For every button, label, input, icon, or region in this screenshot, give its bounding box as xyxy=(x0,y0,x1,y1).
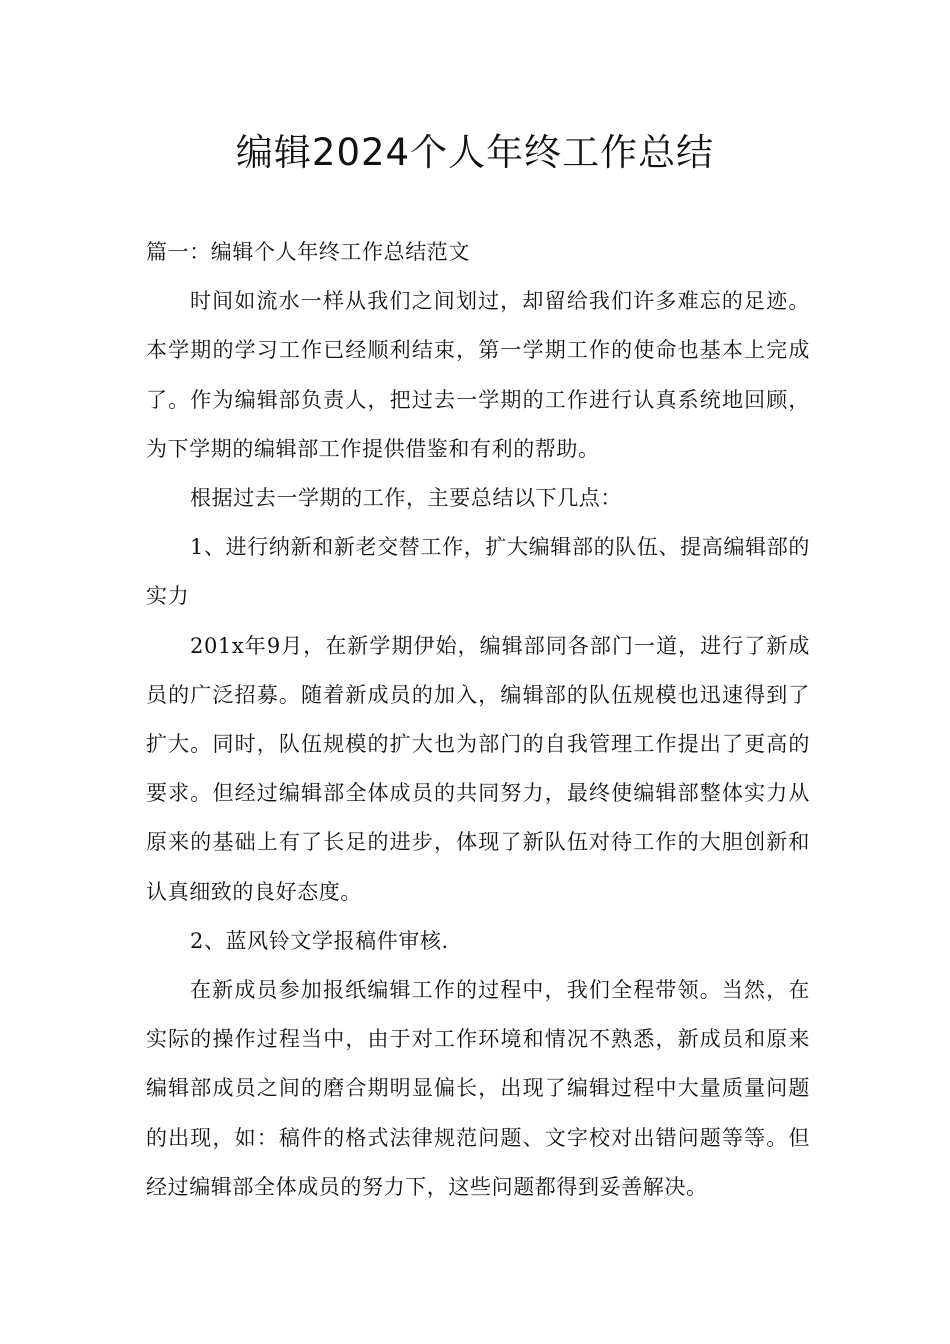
paragraph-intro: 时间如流水一样从我们之间划过，却留给我们许多难忘的足迹。本学期的学习工作已经顺利结束，第一学期工作的使命也基本上完成了。作为编辑部负责人，把过去一学期的工作进行认真系统地回顾，为下学期的编辑部工作提供借鉴和有利的帮助。 xyxy=(146,289,810,461)
document-title: 编辑2024个人年终工作总结 xyxy=(235,131,715,174)
paragraph-summary-lead: 根据过去一学期的工作，主要总结以下几点： xyxy=(190,486,622,511)
document-body xyxy=(146,228,810,1212)
paragraph-point-2-body: 在新成员参加报纸编辑工作的过程中，我们全程带领。当然，在实际的操作过程当中，由于对工作环境和情况不熟悉，新成员和原来编辑部成员之间的磨合期明显偏长，出现了编辑过程中大量质量问题的出现，如：稿件的格式法律规范问题、文字校对出错问题等等。但经过编辑部全体成员的努力下，这些问题都得到妥善解决。 xyxy=(146,978,810,1199)
paragraph-point-1-heading: 1、进行纳新和新老交替工作，扩大编辑部的队伍、提高编辑部的实力 xyxy=(146,535,810,609)
paragraph-point-1-body: 201x年9月，在新学期伊始，编辑部同各部门一道，进行了新成员的广泛招募。随着新成员的加入，编辑部的队伍规模也迅速得到了扩大。同时，队伍规模的扩大也为部门的自我管理工作提出了更高的要求。但经过编辑部全体成员的共同努力，最终使编辑部整体实力从原来的基础上有了长足的进步，体现了新队伍对待工作的大胆创新和认真细致的良好态度。 xyxy=(146,633,810,904)
section-heading: 篇一：编辑个人年终工作总结范文 xyxy=(146,240,470,264)
paragraph-point-2-heading: 2、蓝风铃文学报稿件审核. xyxy=(190,928,449,953)
